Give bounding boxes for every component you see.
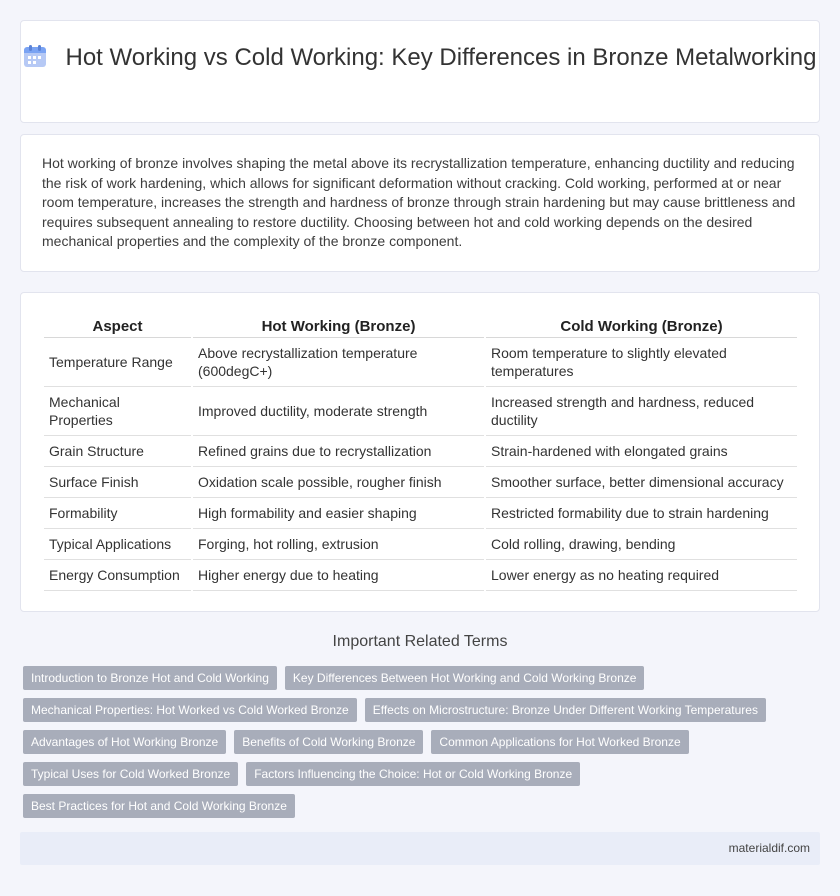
footer xyxy=(20,832,820,865)
cell-cold: Cold rolling, drawing, bending xyxy=(486,529,797,560)
title-card xyxy=(20,20,820,123)
cell-hot: High formability and easier shaping xyxy=(193,498,484,529)
cell-aspect: Energy Consumption xyxy=(44,560,191,591)
cell-hot: Higher energy due to heating xyxy=(193,560,484,591)
related-term-tag[interactable]: Mechanical Properties: Hot Worked vs Cold Worked Bronze xyxy=(23,698,357,722)
table-row xyxy=(44,338,797,387)
cell-hot: Above recrystallization temperature (600degC+) xyxy=(193,338,484,387)
related-term-tag[interactable]: Typical Uses for Cold Worked Bronze xyxy=(23,762,238,786)
related-term-tag[interactable]: Benefits of Cold Working Bronze xyxy=(234,730,423,754)
intro-card xyxy=(20,134,820,272)
related-term-tag[interactable]: Key Differences Between Hot Working and Cold Working Bronze xyxy=(285,666,645,690)
cell-cold: Lower energy as no heating required xyxy=(486,560,797,591)
cell-aspect: Typical Applications xyxy=(44,529,191,560)
table-row xyxy=(44,498,797,529)
related-term-tag[interactable]: Factors Influencing the Choice: Hot or Cold Working Bronze xyxy=(246,762,580,786)
related-term-tag[interactable]: Introduction to Bronze Hot and Cold Working xyxy=(23,666,277,690)
cell-aspect: Temperature Range xyxy=(44,338,191,387)
table-row xyxy=(44,529,797,560)
table-row xyxy=(44,467,797,498)
header-hot-working: Hot Working (Bronze) xyxy=(193,314,484,338)
header-aspect: Aspect xyxy=(44,314,191,338)
cell-cold: Increased strength and hardness, reduced ductility xyxy=(486,387,797,436)
cell-cold: Room temperature to slightly elevated temperatures xyxy=(486,338,797,387)
page-title-text: Hot Working vs Cold Working: Key Differences in Bronze Metalworking xyxy=(65,44,817,71)
comparison-table-card xyxy=(20,292,820,612)
cell-cold: Smoother surface, better dimensional accuracy xyxy=(486,467,797,498)
related-terms-tags xyxy=(23,666,803,826)
page-title xyxy=(21,43,819,72)
cell-cold: Strain-hardened with elongated grains xyxy=(486,436,797,467)
cell-aspect: Formability xyxy=(44,498,191,529)
related-term-tag[interactable]: Best Practices for Hot and Cold Working Bronze xyxy=(23,794,295,818)
cell-hot: Forging, hot rolling, extrusion xyxy=(193,529,484,560)
table-row xyxy=(44,436,797,467)
cell-hot: Improved ductility, moderate strength xyxy=(193,387,484,436)
table-row xyxy=(44,387,797,436)
footer-site-link[interactable]: materialdif.com xyxy=(728,841,810,855)
cell-hot: Oxidation scale possible, rougher finish xyxy=(193,467,484,498)
cell-aspect: Surface Finish xyxy=(44,467,191,498)
related-terms-heading: Important Related Terms xyxy=(332,633,508,650)
related-term-tag[interactable]: Common Applications for Hot Worked Bronze xyxy=(431,730,688,754)
intro-paragraph: Hot working of bronze involves shaping the metal above its recrystallization temperature, enhancing ductility and reducing the risk of work hardening, which allows for significant deformation without cracking. Cold working, performed at or near room temperature, increases the strength and hardness of bronze through strain hardening but may cause brittleness and requires subsequent annealing to restore ductility. Choosing between hot and cold working depends on the desired mechanical properties and the complexity of the bronze component. xyxy=(42,155,796,250)
cell-cold: Restricted formability due to strain hardening xyxy=(486,498,797,529)
related-term-tag[interactable]: Effects on Microstructure: Bronze Under Different Working Temperatures xyxy=(365,698,766,722)
table-row xyxy=(44,560,797,591)
related-term-tag[interactable]: Advantages of Hot Working Bronze xyxy=(23,730,226,754)
header-cold-working: Cold Working (Bronze) xyxy=(486,314,797,338)
cell-aspect: Mechanical Properties xyxy=(44,387,191,436)
comparison-table xyxy=(42,314,799,591)
cell-hot: Refined grains due to recrystallization xyxy=(193,436,484,467)
table-header-row xyxy=(44,314,797,338)
cell-aspect: Grain Structure xyxy=(44,436,191,467)
calendar-icon xyxy=(24,45,46,67)
